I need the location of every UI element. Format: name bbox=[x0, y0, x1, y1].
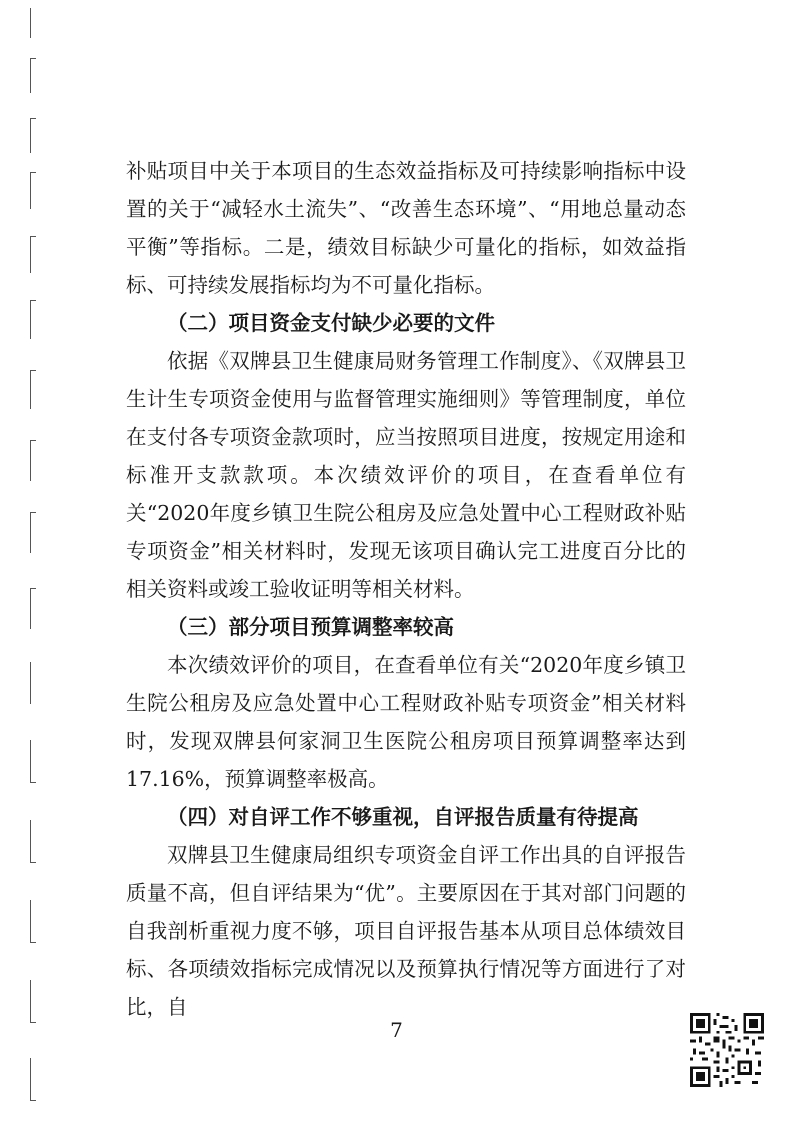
margin-mark bbox=[30, 370, 36, 409]
paragraph-section-4: 双牌县卫生健康局组织专项资金自评工作出具的自评报告质量不高，但自评结果为“优”。主要原因在于其对部门问题的自我剖析重视力度不够，项目自评报告基本从项目总体绩效目标、各项绩效指标完成情况以及预算执行情况等方面进行了对比，自 bbox=[126, 843, 686, 1019]
paragraph-section-2: 依据《双牌县卫生健康局财务管理工作制度》、《双牌县卫生计生专项资金使用与监督管理实施细则》等管理制度，单位在支付各专项资金款项时，应当按照项目进度，按规定用途和标准开支款款项。本次绩效评价的项目，在查看单位有关“2020年度乡镇卫生院公租房及应急处置中心工程财政补贴专项资金”相关材料时，发现无该项目确认完工进度百分比的相关资料或竣工验收证明等相关材料。 bbox=[126, 349, 686, 601]
page-number: 7 bbox=[390, 1018, 403, 1042]
body-text bbox=[126, 152, 686, 1026]
margin-mark bbox=[30, 588, 36, 629]
margin-mark bbox=[30, 8, 36, 38]
margin-mark bbox=[30, 980, 36, 1023]
margin-mark bbox=[30, 662, 36, 704]
section-heading-4: （四）对自评工作不够重视，自评报告质量有待提高 bbox=[167, 805, 639, 829]
margin-mark bbox=[30, 512, 36, 553]
qr-code-icon bbox=[690, 1013, 764, 1087]
margin-mark bbox=[30, 740, 36, 783]
paragraph-intro: 补贴项目中关于本项目的生态效益指标及可持续影响指标中设置的关于“减轻水土流失”、“改善生态环境”、“用地总量动态平衡”等指标。二是，绩效目标缺少可量化的指标，如效益指标、可持续发展指标均为不可量化指标。 bbox=[126, 159, 686, 297]
margin-mark bbox=[30, 236, 36, 273]
margin-mark bbox=[30, 172, 36, 209]
margin-mark bbox=[30, 1058, 36, 1101]
margin-mark bbox=[30, 300, 36, 339]
margin-mark bbox=[30, 118, 36, 153]
section-heading-3: （三）部分项目预算调整率较高 bbox=[167, 615, 454, 639]
margin-mark bbox=[30, 440, 36, 481]
paragraph-section-3: 本次绩效评价的项目，在查看单位有关“2020年度乡镇卫生院公租房及应急处置中心工程财政补贴专项资金”相关材料时，发现双牌县何家洞卫生医院公租房项目预算调整率达到17.16%，预算调整率极高。 bbox=[126, 653, 686, 791]
margin-mark bbox=[30, 900, 36, 943]
margin-mark bbox=[30, 58, 36, 93]
margin-mark bbox=[30, 820, 36, 863]
binding-margin-marks bbox=[0, 0, 40, 1121]
section-heading-2: （二）项目资金支付缺少必要的文件 bbox=[167, 311, 495, 335]
